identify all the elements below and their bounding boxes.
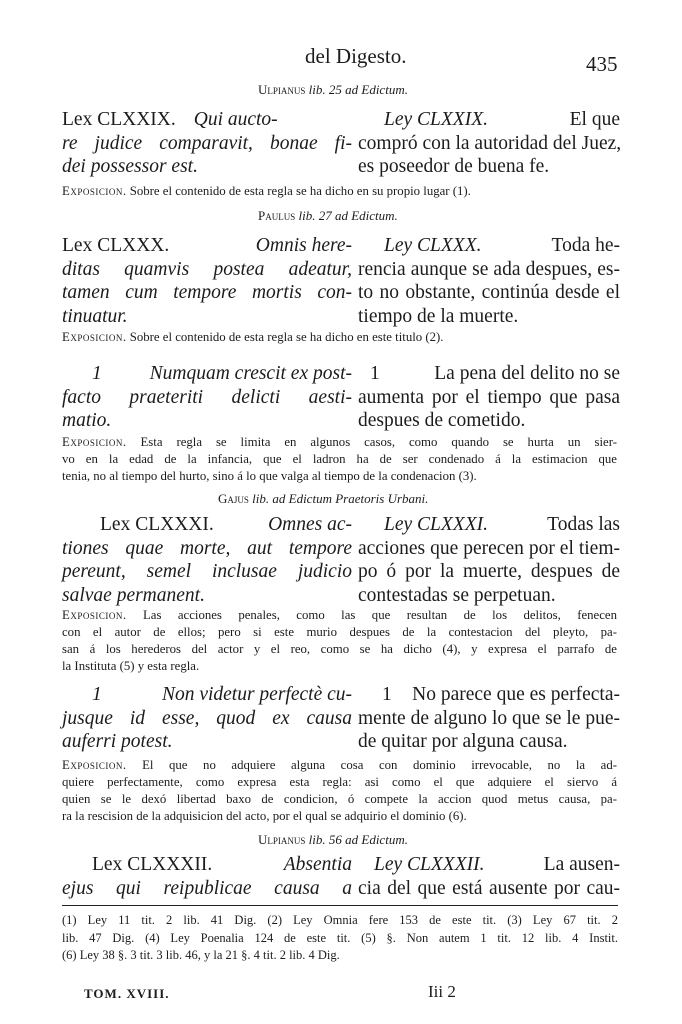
spanish-line: contestadas se perpetuan. [358,584,556,606]
source-reference: lib. 56 ad Edictum. [308,832,408,847]
exposicion-line: la Instituta (5) y esta regla. [62,659,200,673]
spanish-text [358,234,620,328]
spanish-line: rencia aunque se ada despues, es- [358,258,620,280]
exposicion-line: Exposicion. El que no adquiere alguna cosa con dominio irrevocable, no la ad- [62,758,617,772]
source-author: Ulpianus [258,832,306,847]
spanish-line: Todas las [547,514,620,535]
latin-line: Omnis here- [255,235,352,256]
spanish-line: Toda he- [551,235,620,256]
exposicion-heading: Exposicion. [62,435,127,449]
exposicion-line: quiere perfectamente, como expresa esta regla: asi como el que adquiere el siervo á [62,775,617,789]
paragraph-number: 1 [382,684,392,705]
latin-line: Absentia [283,854,352,875]
ley-label: Ley CLXXXII. [374,854,485,875]
exposicion-heading: Exposicion. [62,608,127,622]
exposicion-heading: Exposicion. [62,758,127,772]
latin-line: Non videtur perfectè cu- [161,684,352,705]
latin-line: tamen cum tempore mortis con- [62,282,352,303]
exposicion-paragraph [62,607,617,675]
latin-line: tinuatur. [62,305,128,327]
spanish-line: tiempo de la muerte. [358,305,519,327]
source-citation [218,491,428,507]
latin-text [62,234,352,328]
exposicion-line: Exposicion. Sobre el contenido de esta regla se ha dicho en su propio lugar (1). [62,184,471,198]
latin-text [62,362,352,433]
exposicion-line: quien se le dexó libertad baxo de condicion, ó compete la accion quod metus causa, pa- [62,792,617,806]
exposicion-line: Exposicion. Esta regla se limita en algunos casos, como quando se hurta un sier- [62,435,617,449]
latin-line: Omnes ac- [268,514,352,535]
spanish-line: No parece que es perfecta- [412,684,620,705]
spanish-line: El que [569,109,620,130]
spanish-text [358,513,620,607]
exposicion-line: Exposicion. Sobre el contenido de esta regla se ha dicho en este titulo (2). [62,330,444,344]
exposicion-heading: Exposicion. [62,330,127,344]
source-citation [258,832,408,848]
latin-line: auferri potest. [62,731,173,752]
exposicion-line: ra la rescision de la adquisicion del acto, por el qual se adquirio el dominio (6). [62,809,467,823]
spanish-line: po ó por la muerte, despues de [358,561,620,582]
footnote-line: (6) Ley 38 §. 3 tit. 3 lib. 46, y la 21 §. 4 tit. 2 lib. 4 Dig. [62,948,340,962]
latin-line: jusque id esse, quod ex causa [62,707,352,729]
latin-text [62,853,352,900]
latin-text [62,513,352,607]
spanish-line: acciones que perecen por el tiem- [358,537,620,559]
exposicion-paragraph [62,183,617,200]
latin-line: ditas quamvis postea adeatur, [62,258,352,280]
latin-line: facto praeteriti delicti aesti- [62,386,352,408]
lex-label: Lex CLXXXII. [92,854,213,875]
paragraph-number: 1 [92,684,102,705]
spanish-line: de quitar por alguna causa. [358,731,568,752]
latin-text [62,108,352,179]
exposicion-line: vo en la edad de la infancia, que el ladron ha de ser condenado á la estimacion que [62,452,617,466]
latin-text [62,683,352,754]
source-citation [258,82,408,98]
source-reference: lib. 27 ad Edictum. [298,208,398,223]
ley-label: Ley CLXXIX. [384,109,488,130]
spanish-text [358,853,620,900]
footnote-line: (1) Ley 11 tit. 2 lib. 41 Dig. (2) Ley Omnia fere 153 de este tit. (3) Ley 67 tit. 2 [62,913,618,927]
source-author: Gajus [218,491,249,506]
source-author: Ulpianus [258,82,306,97]
exposicion-heading: Exposicion. [62,184,127,198]
lex-label: Lex CLXXXI. [100,514,214,535]
exposicion-line: Exposicion. Las acciones penales, como las que resultan de los delitos, fenecen [62,608,617,622]
paragraph-number: 1 [370,363,380,384]
exposicion-paragraph [62,434,617,485]
footnote-rule [62,905,618,906]
ley-label: Ley CLXXX. [384,235,482,256]
exposicion-line: tenia, no al tiempo del hurto, sino á lo que valga al tiempo de la condenacion (3). [62,469,477,483]
spanish-text [358,362,620,433]
latin-line: tiones quae morte, aut tempore [62,537,352,559]
source-reference: lib. ad Edictum Praetoris Urbani. [252,491,429,506]
signature-mark: Iii 2 [428,982,456,1001]
exposicion-paragraph [62,757,617,825]
latin-line: re judice comparavit, bonae fi- [62,132,352,154]
latin-line: dei possessor est. [62,156,198,177]
spanish-text [358,683,620,754]
exposicion-line: san á los herederos del actor y el reo, como se ha dicho (4), y expresa el parrafo de [62,642,617,656]
latin-line: Qui aucto- [193,109,278,130]
exposicion-line: con el autor de ellos; pero si este murio despues de la contestacion del pleyto, pa- [62,625,617,639]
spanish-line: compró con la autoridad del Juez, [358,132,622,154]
spanish-line: La ausen- [543,854,620,875]
spanish-text [358,108,620,179]
source-citation [258,208,398,224]
footnote-line: lib. 47 Dig. (4) Ley Poenalia 124 de este tit. (5) §. Non autem 1 tit. 12 lib. 4 Instit. [62,930,618,945]
volume-marker: TOM. XVIII. [84,986,170,1001]
spanish-line: despues de cometido. [358,410,526,431]
source-reference: lib. 25 ad Edictum. [308,82,408,97]
paragraph-number: 1 [92,363,102,384]
spanish-line: mente de alguno lo que se le pue- [358,707,620,729]
latin-line: Numquam crescit ex post- [149,363,352,384]
spanish-line: aumenta por el tiempo que pasa [358,386,620,408]
latin-line: ejus qui reipublicae causa a [62,877,352,899]
spanish-line: La pena del delito no se [434,363,620,384]
source-author: Paulus [258,208,296,223]
lex-label: Lex CLXXIX. [62,109,176,130]
latin-line: matio. [62,410,112,431]
latin-line: salvae permanent. [62,584,205,606]
spanish-line: es poseedor de buena fe. [358,156,550,177]
latin-line: pereunt, semel inclusae judicio [62,561,352,582]
lex-label: Lex CLXXX. [62,235,170,256]
footnotes [62,912,618,965]
spanish-line: cia del que está ausente por cau- [358,877,620,899]
running-header-title: del Digesto. [305,44,407,68]
spanish-line: to no obstante, continúa desde el [358,282,620,303]
exposicion-paragraph [62,329,617,346]
page-number: 435 [586,52,618,76]
ley-label: Ley CLXXXI. [384,514,488,535]
